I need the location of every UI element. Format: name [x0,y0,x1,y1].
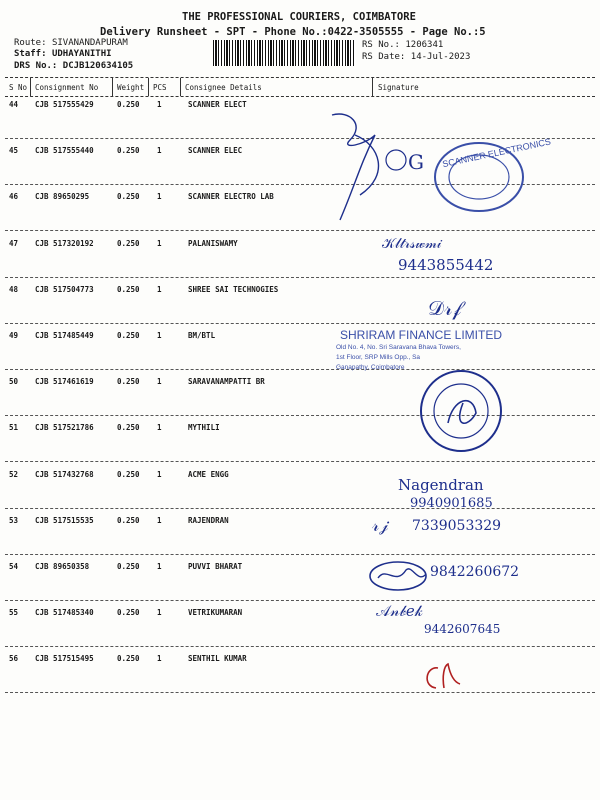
cell-sno: 44 [9,100,19,109]
row-divider [5,230,595,231]
cell-consignee: VETRIKUMARAN [188,608,243,618]
phone-55: 9442607645 [424,622,501,636]
scanner-stamp [432,136,552,215]
col-consignee: Consignee Details [185,83,262,92]
phone-52: 9940901685 [410,496,493,511]
cell-consignment-no: CJB 517485340 [35,608,94,618]
col-divider [30,78,31,96]
rs-no-label: RS No.: [362,40,400,50]
cell-sno: 48 [9,284,19,294]
route-value: SIVANANDAPURAM [51,38,128,48]
cell-consignment-no: CJB 517555440 [35,146,94,156]
phone-47: 9443855442 [398,256,494,274]
signature-scribble-44-46 [320,105,410,225]
cell-consignee: RAJENDRAN [188,515,229,525]
finance-stamp-address1: Old No. 4, No. Sri Saravana Bhava Towers, [336,344,461,351]
drs-label: DRS No.: [14,61,58,71]
signature-47: 𝒦𝓁𝓉𝓇𝓈𝓌𝓂𝒾 [382,236,442,252]
table-row [0,606,600,652]
table-row [0,98,600,144]
cell-pcs: 1 [157,654,162,664]
col-pcs: PCS [153,83,167,92]
runsheet-subtitle: Delivery Runsheet - SPT - Phone No.:0422-3505555 - Page No.:5 [100,26,486,38]
row-divider [5,138,595,139]
cell-consignee: PUVVI BHARAT [188,562,243,571]
finance-stamp-name: SHRIRAM FINANCE LIMITED [340,328,503,342]
signature-45: G [408,150,424,174]
cell-consignee: SCANNER ELECT [188,100,247,109]
signature-54 [366,556,436,596]
row-divider [5,692,595,693]
cell-pcs: 1 [157,469,162,479]
barcode [213,40,356,66]
cell-sno: 46 [9,192,19,202]
cell-consignment-no: CJB 517485449 [35,331,94,340]
signature-48: 𝒟𝓇𝒻 [428,296,462,320]
cell-consignee: SENTHIL KUMAR [188,654,247,664]
col-divider [148,78,149,96]
cell-consignment-no: CJB 517555429 [35,100,94,109]
phone-53: 7339053329 [412,518,502,534]
col-sno: S No [9,83,28,92]
cell-weight: 0.250 [117,100,140,109]
cell-consignee: SCANNER ELEC [188,146,243,156]
route-label: Route: [14,38,47,48]
cell-weight: 0.250 [117,423,140,433]
cell-consignee: MYTHILI [188,423,220,433]
rs-no-line [362,40,443,50]
cell-consignment-no: CJB 517515495 [35,654,94,664]
table-row [0,237,600,283]
cell-weight: 0.250 [117,469,140,479]
rs-no-value: 1206341 [405,40,444,50]
cell-consignee: SARAVANAMPATTI BR [188,377,265,387]
cell-consignment-no: CJB 517515535 [35,515,94,525]
cell-pcs: 1 [157,331,162,340]
cell-weight: 0.250 [117,654,140,664]
signature-56 [418,660,468,694]
cell-weight: 0.250 [117,331,140,340]
cell-consignee: ACME ENGG [188,469,229,479]
cell-consignment-no: CJB 517461619 [35,377,94,387]
finance-stamp-address2: 1st Floor, SRP Mills Opp., Sa [336,354,421,361]
table-row [0,375,600,421]
cell-consignee: SCANNER ELECTRO LAB [188,192,274,202]
table-row [0,329,600,375]
cell-pcs: 1 [157,562,162,571]
row-divider [5,415,595,416]
finance-stamp-address3: Ganapathy, Coimbatore [336,364,405,371]
cell-pcs: 1 [157,608,162,618]
table-row [0,468,600,514]
table-row [0,421,600,467]
drs-value: DCJB120634105 [62,61,134,71]
cell-consignee: PALANISWAMY [188,238,238,248]
cell-weight: 0.250 [117,562,140,571]
rs-date-label: RS Date: [362,52,406,62]
row-divider [5,323,595,324]
cell-consignment-no: CJB 89650358 [35,562,90,571]
row-divider [5,508,595,509]
drs-line [14,61,133,71]
cell-sno: 47 [9,238,19,248]
signature-55: 𝒜𝓃𝒷𝑒𝓀 [376,602,423,620]
cell-sno: 49 [9,331,19,340]
col-signature: Signature [378,83,419,92]
col-divider [372,78,373,96]
scanner-stamp-text: SCANNER ELECTRONICS [441,136,552,170]
route-line [14,38,128,48]
row-divider [5,600,595,601]
cell-consignment-no: CJB 517320192 [35,238,94,248]
cell-pcs: 1 [157,100,162,109]
row-divider [5,461,595,462]
table-row [0,652,600,698]
cell-consignment-no: CJB 517432768 [35,469,94,479]
cell-sno: 56 [9,654,19,664]
cell-sno: 45 [9,146,19,156]
cell-weight: 0.250 [117,515,140,525]
name-52: Nagendran [398,476,484,494]
staff-label: Staff: [14,49,47,59]
cell-consignee: BM/BTL [188,331,216,340]
cell-weight: 0.250 [117,284,140,294]
header-rule-top [5,77,595,78]
cell-sno: 51 [9,423,19,433]
cell-weight: 0.250 [117,377,140,387]
cell-sno: 50 [9,377,19,387]
cell-sno: 55 [9,608,19,618]
cell-sno: 52 [9,469,19,479]
company-title: THE PROFESSIONAL COURIERS, COIMBATORE [182,11,416,23]
rs-date-value: 14-Jul-2023 [410,52,471,62]
phone-54: 9842260672 [430,564,520,580]
cell-weight: 0.250 [117,608,140,618]
col-consignment: Consignment No [35,83,99,92]
row-divider [5,646,595,647]
cell-pcs: 1 [157,284,162,294]
row-divider [5,554,595,555]
cell-consignee: SHREE SAI TECHNOGIES [188,284,279,294]
table-row [0,283,600,329]
col-divider [180,78,181,96]
cell-pcs: 1 [157,146,162,156]
cell-weight: 0.250 [117,192,140,202]
cell-weight: 0.250 [117,238,140,248]
col-weight: Weight [117,83,145,92]
cell-pcs: 1 [157,423,162,433]
header-rule-bottom [5,96,595,97]
cell-sno: 54 [9,562,19,571]
row-divider [5,277,595,278]
cell-pcs: 1 [157,192,162,202]
row-divider [5,369,595,370]
cell-pcs: 1 [157,377,162,387]
cell-consignment-no: CJB 517521786 [35,423,94,433]
round-seal-stamp [418,368,504,454]
cell-consignment-no: CJB 89650295 [35,192,90,202]
staff-line [14,49,112,59]
staff-value: UDHAYANITHI [51,49,112,59]
cell-weight: 0.250 [117,146,140,156]
cell-pcs: 1 [157,238,162,248]
table-row [0,514,600,560]
signature-53: 𝓇𝒿 [372,516,389,536]
cell-pcs: 1 [157,515,162,525]
cell-sno: 53 [9,515,19,525]
cell-consignment-no: CJB 517504773 [35,284,94,294]
rs-date-line [362,52,470,62]
col-divider [112,78,113,96]
